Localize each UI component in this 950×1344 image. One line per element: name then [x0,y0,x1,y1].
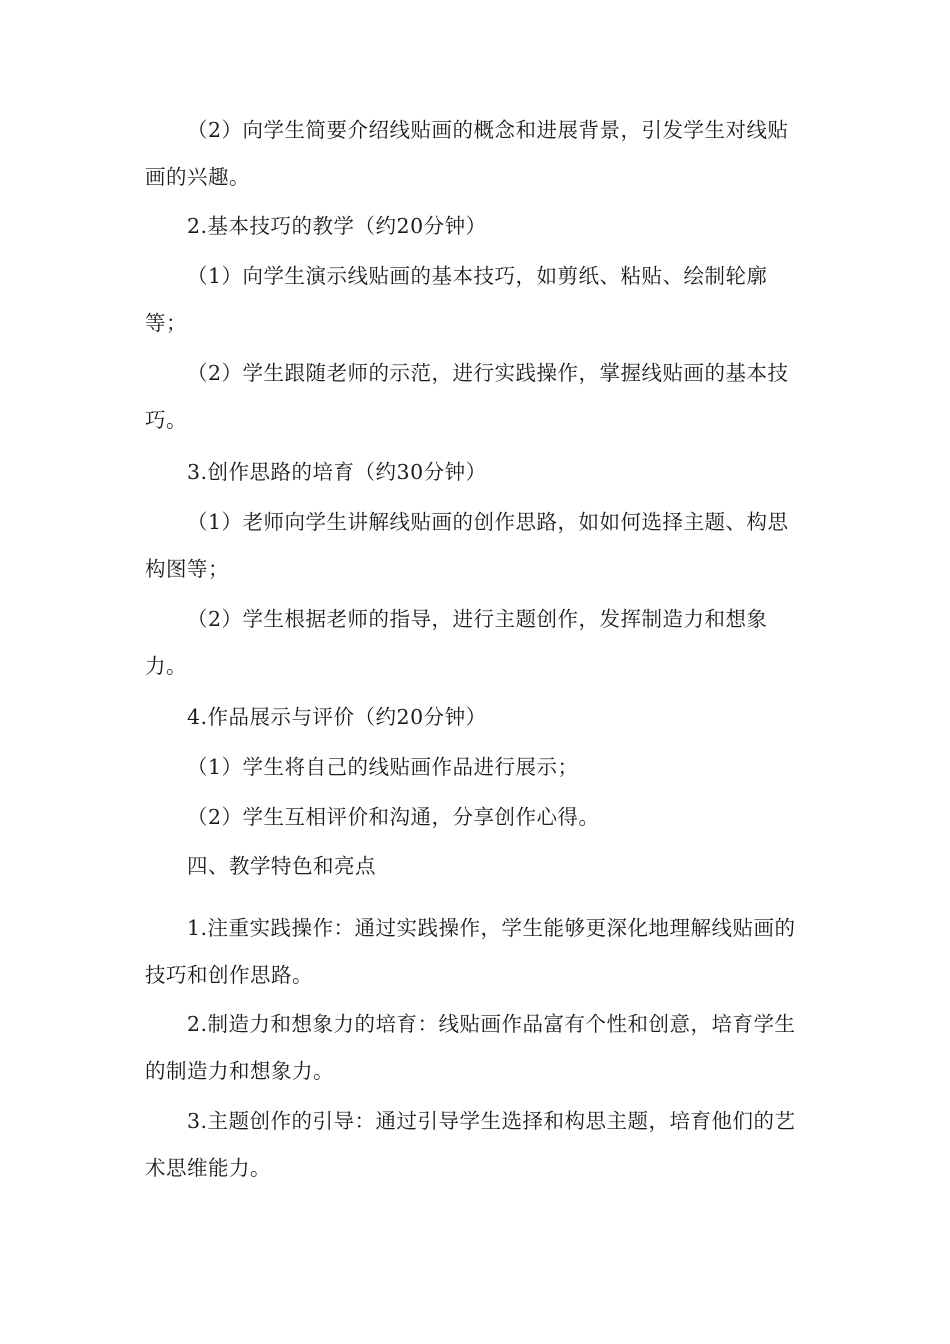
paragraph-feature-creativity: 2.制造力和想象力的培育：线贴画作品富有个性和创意，培育学生的制造力和想象力。 [145,1012,796,1083]
paragraph-student-creation: （2）学生根据老师的指导，进行主题创作，发挥制造力和想象力。 [145,607,768,678]
paragraph-practice: （2）学生跟随老师的示范，进行实践操作，掌握线贴画的基本技巧。 [145,361,789,432]
heading-creative-thinking: 3.创作思路的培育（约30分钟） [187,460,487,484]
paragraph-demo-skills: （1）向学生演示线贴画的基本技巧，如剪纸、粘贴、绘制轮廓等； [145,264,768,335]
paragraph-feature-practice: 1.注重实践操作：通过实践操作，学生能够更深化地理解线贴画的技巧和创作思路。 [145,916,796,987]
paragraph-teacher-explains: （1）老师向学生讲解线贴画的创作思路，如如何选择主题、构思构图等； [145,510,789,581]
paragraph-display-works: （1）学生将自己的线贴画作品进行展示； [187,755,579,779]
heading-basic-skills: 2.基本技巧的教学（约20分钟） [187,214,487,238]
paragraph-feature-theme: 3.主题创作的引导：通过引导学生选择和构思主题，培育他们的艺术思维能力。 [145,1109,796,1180]
heading-showcase: 4.作品展示与评价（约20分钟） [187,705,487,729]
paragraph-peer-review: （2）学生互相评价和沟通，分享创作心得。 [187,805,600,829]
paragraph-intro-background: （2）向学生简要介绍线贴画的概念和进展背景，引发学生对线贴画的兴趣。 [145,118,789,189]
heading-features: 四、教学特色和亮点 [187,854,376,878]
